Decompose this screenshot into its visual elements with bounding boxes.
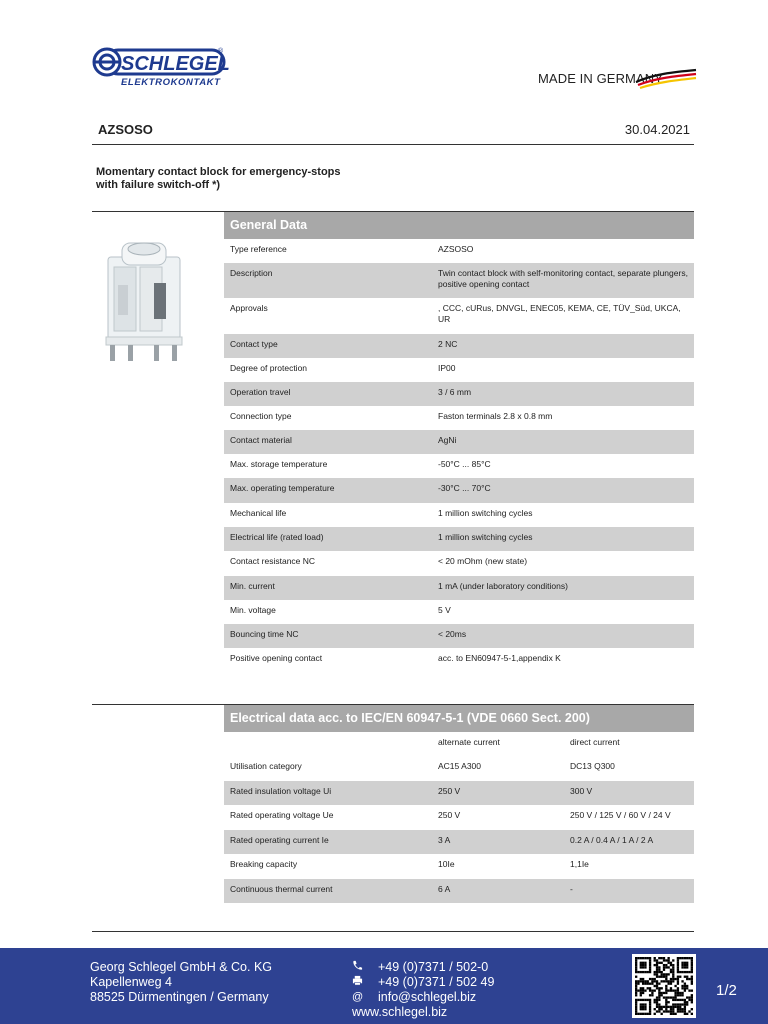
table-row <box>224 879 694 904</box>
table-row <box>224 756 694 781</box>
german-flag-stroke-icon <box>634 68 698 94</box>
ac-value: AC15 A300 <box>432 756 564 781</box>
spec-label: Approvals <box>224 298 432 334</box>
table-row <box>224 298 694 334</box>
spec-label: Positive opening contact <box>224 648 432 673</box>
section-divider <box>92 931 694 932</box>
spec-value: 5 V <box>432 600 694 624</box>
fax-number: +49 (0)7371 / 502 49 <box>378 975 495 989</box>
dc-value: 1,1Ie <box>564 854 694 879</box>
spec-value: Twin contact block with self-monitoring contact, separate plungers, positive opening contact <box>432 263 694 298</box>
ac-value: 250 V <box>432 781 564 806</box>
table-row <box>224 527 694 551</box>
electrical-data-heading: Electrical data acc. to IEC/EN 60947-5-1 (VDE 0660 Sect. 200) <box>224 705 694 732</box>
table-row <box>224 239 694 263</box>
logo-tagline: ELEKTROKONTAKT <box>121 77 221 88</box>
spec-value: AgNi <box>432 430 694 454</box>
table-row <box>224 382 694 406</box>
made-in-germany-badge <box>538 68 698 94</box>
electrical-data-table <box>224 732 694 903</box>
footer <box>0 948 768 1024</box>
table-row <box>224 854 694 879</box>
made-in-text: MADE IN GERMANY <box>538 71 664 86</box>
spec-value: AZSOSO <box>432 239 694 263</box>
company-name: Georg Schlegel GmbH & Co. KG <box>90 960 273 974</box>
title-line: Momentary contact block for emergency-stops <box>96 166 341 178</box>
spec-label: Electrical life (rated load) <box>224 527 432 551</box>
phone-icon <box>352 960 368 976</box>
spec-value: IP00 <box>432 358 694 382</box>
spec-value: 2 NC <box>432 334 694 358</box>
spec-label: Contact material <box>224 430 432 454</box>
spec-label: Contact type <box>224 334 432 358</box>
ac-value: 6 A <box>432 879 564 904</box>
spec-label: Bouncing time NC <box>224 624 432 648</box>
table-row <box>224 576 694 600</box>
ac-value: 10Ie <box>432 854 564 879</box>
page-number: 1/2 <box>716 982 737 999</box>
company-city: 88525 Dürmentingen / Germany <box>90 990 269 1004</box>
registered-mark: ® <box>218 48 224 55</box>
website-link[interactable]: www.schlegel.biz <box>352 1005 448 1019</box>
spec-value: Faston terminals 2.8 x 0.8 mm <box>432 406 694 430</box>
spec-label: Mechanical life <box>224 503 432 527</box>
spec-value: 3 / 6 mm <box>432 382 694 406</box>
spec-label: Degree of protection <box>224 358 432 382</box>
table-row <box>224 263 694 298</box>
spec-label: Continuous thermal current <box>224 879 432 904</box>
spec-label: Rated insulation voltage Ui <box>224 781 432 806</box>
spec-value: < 20 mOhm (new state) <box>432 551 694 576</box>
column-header: alternate current <box>432 732 564 756</box>
spec-value: -50°C ... 85°C <box>432 454 694 478</box>
ac-value: 250 V <box>432 805 564 830</box>
spec-label: Max. storage temperature <box>224 454 432 478</box>
spec-label: Min. current <box>224 576 432 600</box>
spec-value: 1 mA (under laboratory conditions) <box>432 576 694 600</box>
table-row <box>224 551 694 576</box>
table-row <box>224 454 694 478</box>
table-row <box>224 805 694 830</box>
spec-label: Max. operating temperature <box>224 478 432 503</box>
document-code: AZSOSO <box>98 122 153 137</box>
table-row <box>224 781 694 806</box>
spec-value: 1 million switching cycles <box>432 503 694 527</box>
spec-label: Type reference <box>224 239 432 263</box>
table-row <box>224 478 694 503</box>
table-header-row <box>224 732 694 756</box>
document-title <box>96 166 396 192</box>
table-row <box>224 648 694 673</box>
dc-value: 0.2 A / 0.4 A / 1 A / 2 A <box>564 830 694 855</box>
table-row <box>224 600 694 624</box>
logo-wordmark: SCHLEGEL <box>121 53 230 75</box>
dc-value: 250 V / 125 V / 60 V / 24 V <box>564 805 694 830</box>
table-row <box>224 503 694 527</box>
spec-label: Utilisation category <box>224 756 432 781</box>
document-header <box>92 122 694 145</box>
table-row <box>224 430 694 454</box>
spec-value: < 20ms <box>432 624 694 648</box>
at-icon: @ <box>352 991 364 1003</box>
spec-value: , CCC, cURus, DNVGL, ENEC05, KEMA, CE, TÜV_Süd, UKCA, UR <box>432 298 694 334</box>
product-image <box>100 237 188 365</box>
column-header <box>224 732 432 756</box>
dc-value: 300 V <box>564 781 694 806</box>
dc-value: DC13 Q300 <box>564 756 694 781</box>
spec-label: Rated operating voltage Ue <box>224 805 432 830</box>
spec-label: Description <box>224 263 432 298</box>
table-row <box>224 358 694 382</box>
spec-label: Contact resistance NC <box>224 551 432 576</box>
document-date: 30.04.2021 <box>624 122 690 137</box>
email-link[interactable]: info@schlegel.biz <box>378 990 477 1004</box>
phone-number: +49 (0)7371 / 502-0 <box>378 960 489 974</box>
qr-code <box>632 954 696 1018</box>
ac-value: 3 A <box>432 830 564 855</box>
spec-value: 1 million switching cycles <box>432 527 694 551</box>
spec-label: Connection type <box>224 406 432 430</box>
company-street: Kapellenweg 4 <box>90 975 173 989</box>
table-row <box>224 334 694 358</box>
table-row <box>224 624 694 648</box>
title-line: with failure switch-off *) <box>96 179 221 191</box>
dc-value: - <box>564 879 694 904</box>
general-data-heading: General Data <box>224 212 694 239</box>
spec-label: Operation travel <box>224 382 432 406</box>
table-row <box>224 406 694 430</box>
spec-label: Rated operating current Ie <box>224 830 432 855</box>
company-address <box>90 960 272 1005</box>
spec-value: acc. to EN60947-5-1,appendix K <box>432 648 694 673</box>
column-header: direct current <box>564 732 694 756</box>
general-data-table <box>224 239 694 673</box>
table-row <box>224 830 694 855</box>
spec-label: Min. voltage <box>224 600 432 624</box>
fax-icon <box>352 975 368 991</box>
spec-value: -30°C ... 70°C <box>432 478 694 503</box>
spec-label: Breaking capacity <box>224 854 432 879</box>
